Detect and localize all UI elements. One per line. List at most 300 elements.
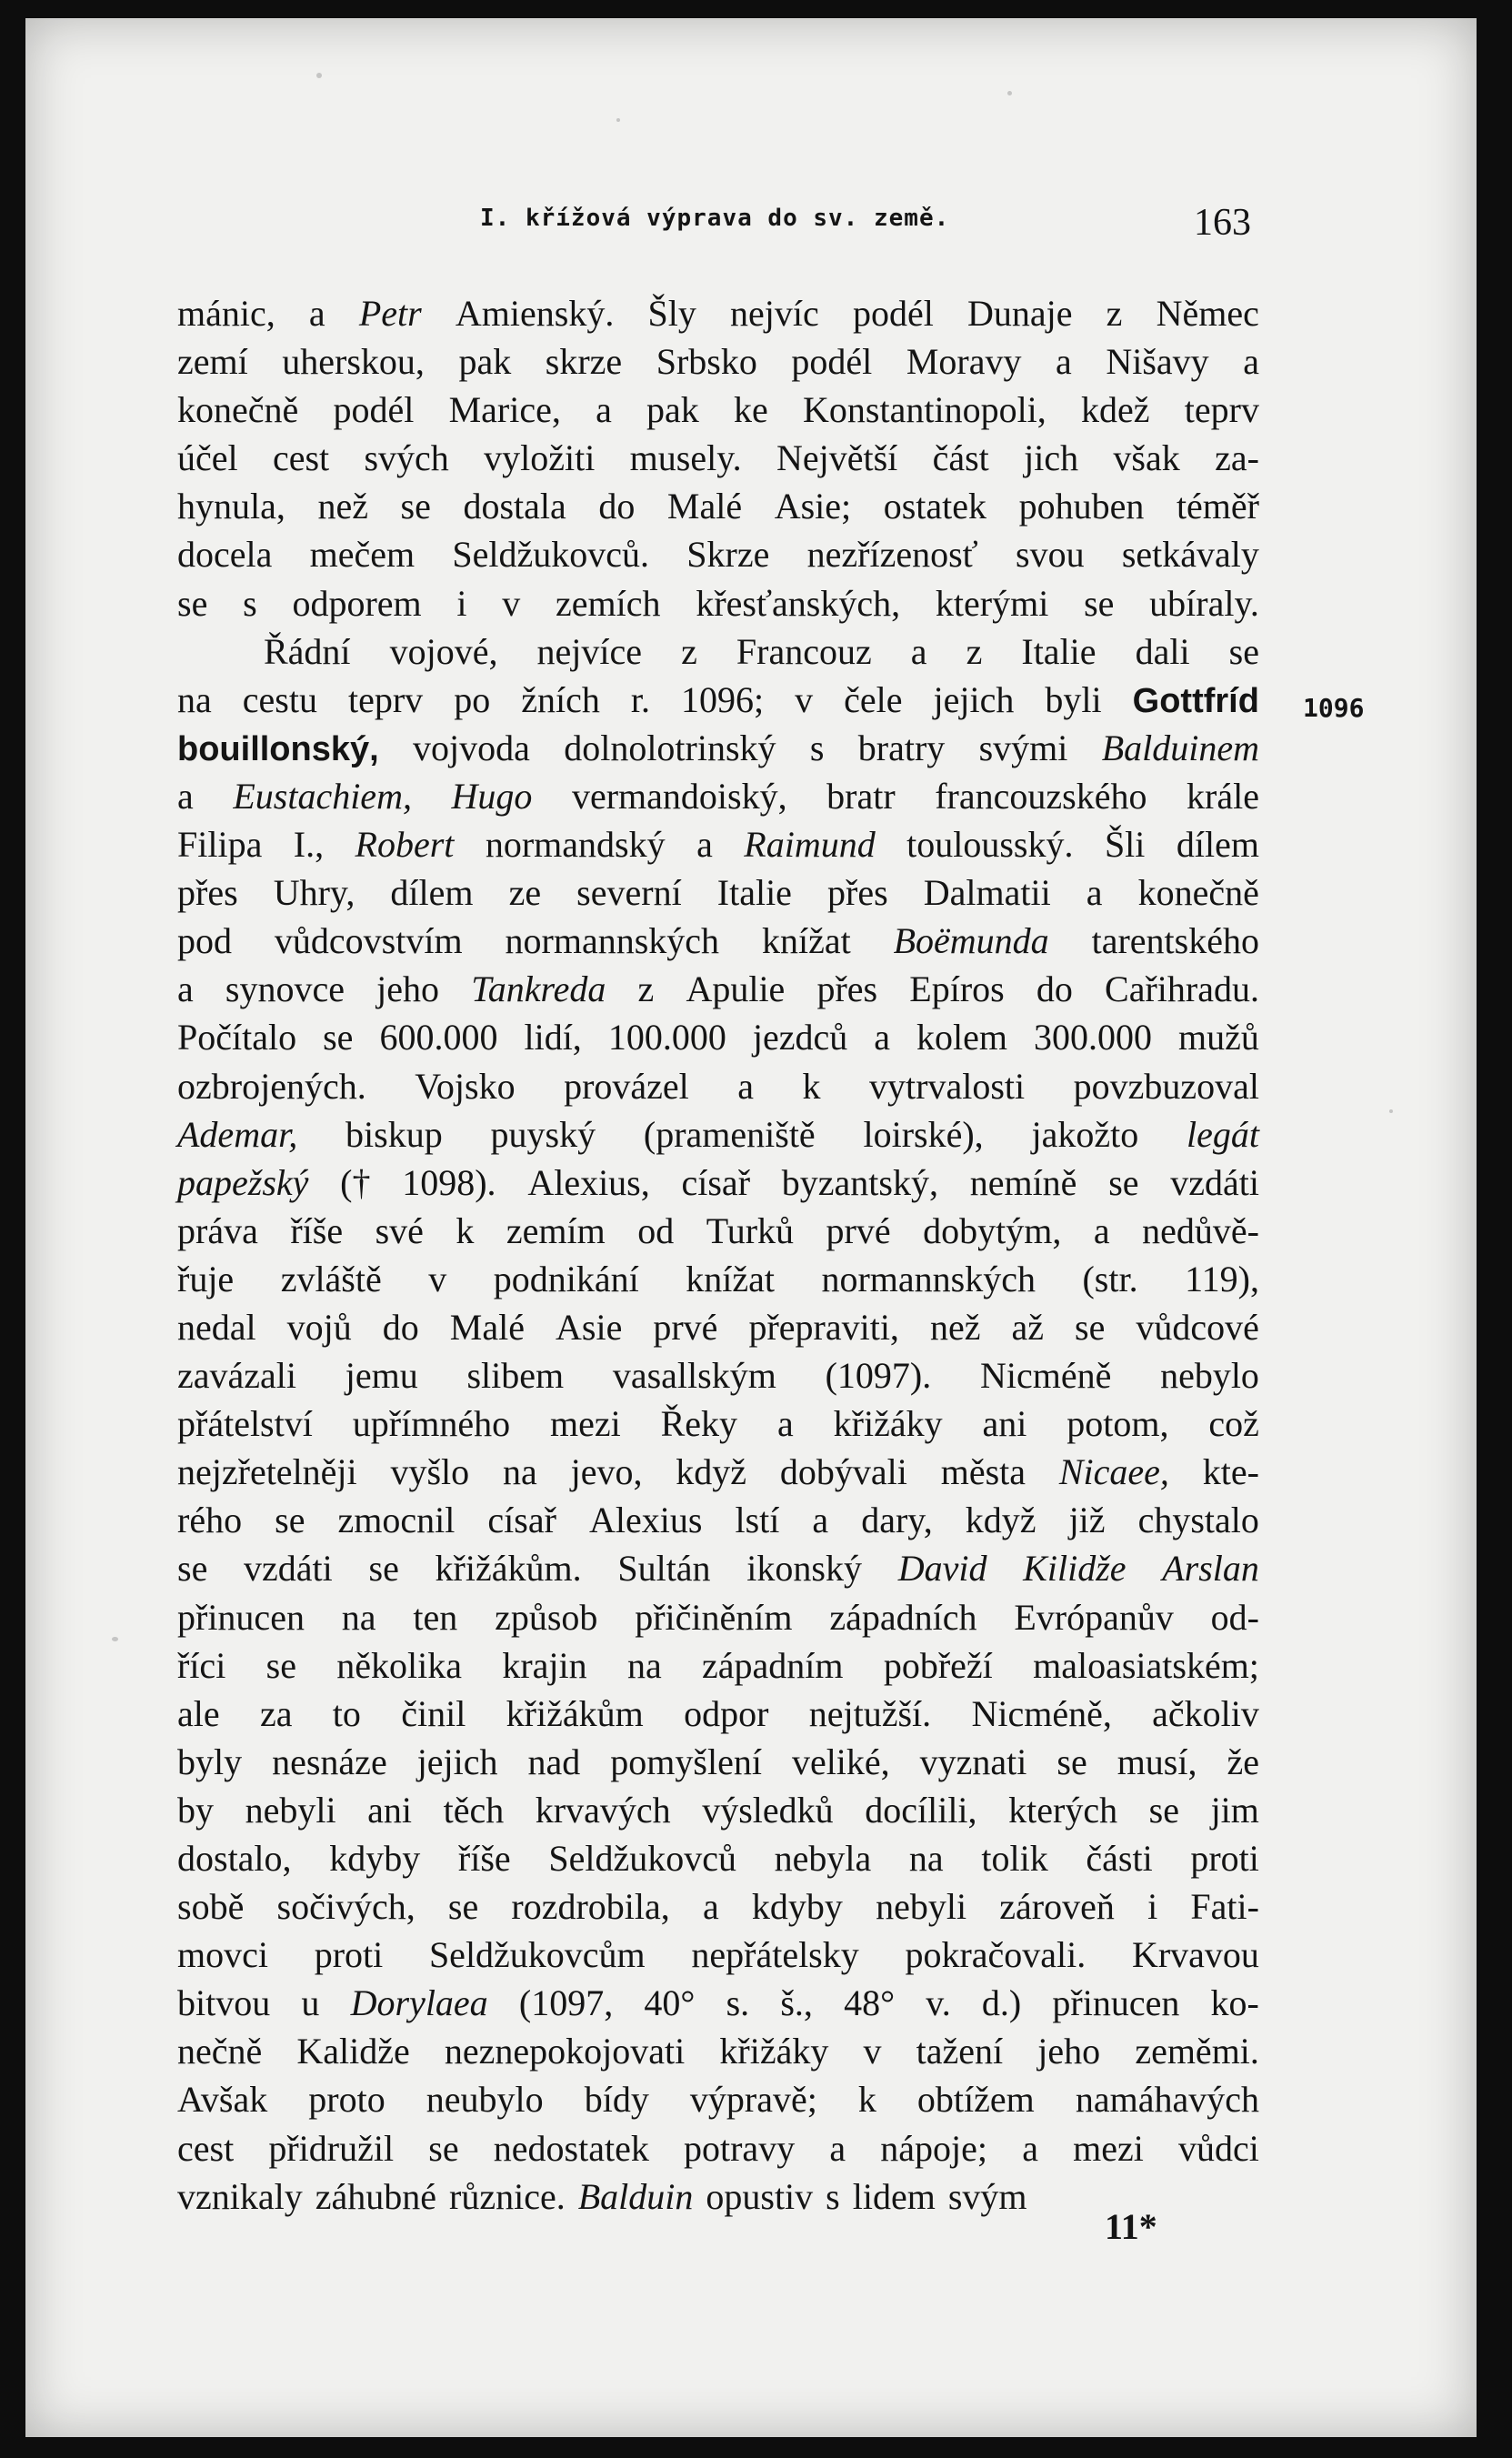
word-part: z [637, 968, 655, 1010]
word-part: dali [1135, 630, 1190, 672]
word-part: Nišavy [1106, 341, 1209, 383]
word [491, 1110, 596, 1159]
word [369, 1544, 399, 1592]
text-line [177, 2172, 1259, 2221]
word-part: dolnolotrinský [564, 727, 776, 768]
word-part: movci [177, 1934, 268, 1976]
word [719, 2027, 828, 2075]
word-part: Raimund [744, 824, 876, 866]
word-part: mezi [1073, 2127, 1144, 2169]
word-part: Skrze [686, 534, 770, 576]
word-part: a [596, 389, 612, 431]
word [735, 1496, 779, 1544]
word-part: setkávaly [1121, 534, 1259, 576]
word-part: záhubné [315, 2175, 436, 2217]
word [1157, 289, 1259, 337]
word [920, 1738, 1027, 1786]
word-part: přes [177, 872, 238, 914]
word [905, 1931, 1086, 1979]
word [177, 1786, 214, 1834]
word [333, 1690, 361, 1738]
word-part: a [812, 1500, 829, 1541]
word-part: se [265, 1644, 296, 1686]
word [1152, 1690, 1259, 1738]
word-part: nemíně [969, 1161, 1077, 1203]
word-part: vojů [286, 1306, 352, 1348]
word [906, 337, 1022, 386]
word-part: (1097, [518, 1982, 614, 2024]
word-part: dostala [463, 486, 566, 527]
page-number: 163 [1194, 202, 1251, 244]
word-part: v [863, 2031, 882, 2072]
word-part: v. [926, 1982, 951, 2024]
word [923, 1207, 1061, 1255]
word-part: přepraviti, [748, 1306, 899, 1348]
word [1136, 627, 1190, 676]
word [613, 1351, 776, 1400]
word-part: na [503, 1451, 537, 1493]
word [1016, 530, 1085, 578]
word [780, 1448, 907, 1496]
word [450, 1303, 525, 1351]
word-part: různice. [449, 2175, 566, 2217]
word-part: zemí [177, 341, 248, 383]
word-part: císař [487, 1500, 556, 1541]
text-line [177, 724, 1259, 772]
word-part: jeho [376, 968, 440, 1010]
word-part: na [908, 1838, 944, 1879]
word-part: téměř [1176, 486, 1259, 527]
word-part: Robert [355, 824, 455, 866]
paper-speck [112, 1637, 118, 1641]
word-part: Šly [647, 293, 696, 334]
word-part: Francouz [736, 630, 872, 672]
word [816, 965, 877, 1013]
word [225, 965, 345, 1013]
text-line [177, 1690, 1259, 1738]
word-part: po [454, 678, 491, 720]
word-part: císař [681, 1161, 751, 1203]
word-part: Seldžukovců. [452, 534, 650, 576]
word [1132, 1931, 1259, 1979]
word [1045, 676, 1101, 724]
word [1036, 965, 1073, 1013]
word [876, 1882, 966, 1931]
word-part: 1098). [402, 1161, 496, 1203]
word [971, 1690, 1111, 1738]
word [177, 1448, 357, 1496]
word-part: Alexius, [527, 1161, 650, 1203]
word-part: pak [646, 389, 699, 431]
word-part: křižáky [833, 1403, 943, 1445]
word-part: Cařihradu. [1105, 968, 1259, 1010]
word [390, 627, 498, 676]
word-part: (1097). [825, 1355, 932, 1397]
word [696, 820, 713, 868]
word [375, 1207, 424, 1255]
word-part: byzantský, [781, 1161, 938, 1203]
word-part: jejich [933, 678, 1015, 720]
word-part: Dunaje [966, 293, 1073, 334]
paper-speck [1389, 1109, 1393, 1113]
word [966, 627, 983, 676]
word-part: ze [508, 872, 542, 914]
word [829, 2124, 846, 2172]
word-part: Turků [706, 1209, 795, 1251]
word [317, 482, 368, 530]
word-part: již [1068, 1500, 1106, 1541]
word [644, 1979, 695, 2027]
word-part: se [428, 2127, 459, 2169]
word [596, 386, 612, 434]
word [458, 1834, 511, 1882]
word [1211, 1979, 1259, 2027]
word [177, 1593, 305, 1641]
word [706, 2172, 813, 2221]
word-part: Seldžukovců [548, 1838, 736, 1879]
word-part: Krvavou [1131, 1934, 1259, 1976]
word [1069, 1496, 1106, 1544]
word [244, 1544, 333, 1592]
word-part: účel [177, 437, 238, 479]
word [290, 1207, 343, 1255]
word-part: to [332, 1692, 361, 1734]
word-part: Evrópanův [1014, 1596, 1174, 1638]
word-part: tažení [916, 2031, 1004, 2072]
word [1177, 482, 1259, 530]
word [1086, 1834, 1152, 1882]
word [177, 1255, 234, 1303]
word [417, 1738, 498, 1786]
word-part: († [340, 1161, 371, 1203]
word-part: k [802, 1065, 821, 1107]
word-part: a [696, 824, 713, 866]
word-part: (prameniště [643, 1113, 816, 1155]
word [445, 2027, 685, 2075]
word [348, 676, 423, 724]
word [177, 1834, 292, 1882]
word [894, 917, 1049, 965]
word-part: přátelství [177, 1403, 313, 1445]
word [967, 289, 1073, 337]
word-part: tarentského [1091, 920, 1259, 962]
word [401, 1690, 466, 1738]
word [296, 2027, 409, 2075]
word [333, 386, 414, 434]
word [638, 965, 655, 1013]
word-part: d.) [981, 1982, 1022, 2024]
word [243, 579, 257, 627]
word-part: vzdáti [244, 1548, 333, 1590]
word-part: David [897, 1548, 987, 1590]
word [1142, 1207, 1259, 1255]
word-part: ačkoliv [1152, 1692, 1259, 1734]
word-part: docílili, [865, 1789, 977, 1831]
word [884, 482, 986, 530]
word [1203, 1448, 1259, 1496]
word-part: upřímného [352, 1403, 511, 1445]
word [1147, 1882, 1157, 1931]
word-part: Řádní [264, 630, 351, 672]
word [177, 386, 298, 434]
word-part: u [301, 1982, 320, 2024]
word [177, 434, 238, 482]
word [827, 868, 888, 917]
text-line [177, 289, 1259, 337]
word-part: dostalo, [177, 1838, 292, 1879]
word-part: Malé [666, 486, 743, 527]
word [1117, 1738, 1197, 1786]
word-part: Petr [358, 293, 422, 334]
word-part: z [966, 630, 983, 672]
text-line [177, 1593, 1259, 1641]
word [1008, 1786, 1117, 1834]
word-part: když [965, 1500, 1036, 1541]
word [537, 627, 643, 676]
word [282, 337, 425, 386]
word [684, 1690, 768, 1738]
word [572, 772, 787, 820]
word [1105, 965, 1259, 1013]
word-part: se [400, 486, 431, 527]
word [909, 1834, 944, 1882]
word-part: provázel [564, 1065, 689, 1107]
word [1074, 1062, 1259, 1110]
word-part: na [626, 1644, 662, 1686]
word-part: že [1227, 1741, 1259, 1782]
word-part: jim [1210, 1789, 1259, 1831]
word [1133, 676, 1259, 726]
text-line [177, 1400, 1259, 1448]
word-part: Malé [449, 1306, 525, 1348]
word-part: západním [702, 1644, 844, 1686]
word-part: bitvou [177, 1982, 271, 2024]
word-part: nebyli [245, 1789, 336, 1831]
word-part: části [1086, 1838, 1153, 1879]
word-part: města [940, 1451, 1026, 1493]
word-part: cest [177, 2127, 235, 2169]
word-part: vůdcové [1136, 1306, 1259, 1348]
word-part: vermandoiský, [571, 775, 787, 817]
word [676, 1448, 746, 1496]
word-part: lstí [735, 1500, 780, 1541]
word [506, 1207, 606, 1255]
word [310, 530, 416, 578]
word-part: přinucen [177, 1596, 305, 1638]
text-line [177, 1544, 1259, 1592]
word [383, 1303, 419, 1351]
word-part: r. [630, 678, 650, 720]
word-part: vyšlo [390, 1451, 470, 1493]
body-text [177, 289, 1259, 2221]
word-part: Dorylaea [350, 1982, 488, 2024]
word [916, 2027, 1004, 2075]
word [589, 1496, 702, 1544]
word [1034, 1013, 1152, 1061]
word [1052, 1979, 1179, 2027]
word [1023, 1544, 1126, 1592]
word-part: lidí, [524, 1017, 582, 1058]
word-part: se [1084, 582, 1115, 624]
word-part: prvé [826, 1209, 891, 1251]
word-part: přes [827, 872, 888, 914]
word-part: říci [177, 1644, 226, 1686]
word [177, 289, 275, 337]
word-part: s [809, 727, 825, 768]
word [272, 1738, 387, 1786]
word-part: mečem [309, 534, 416, 576]
word [1059, 1448, 1169, 1496]
word-part: nedal [177, 1306, 256, 1348]
word [487, 1496, 556, 1544]
word-part: pod [177, 920, 232, 962]
word [926, 1979, 950, 2027]
word-part: jevo, [570, 1451, 643, 1493]
word-part: cest [272, 437, 330, 479]
word-part: musely. [629, 437, 742, 479]
word-part: podél [852, 293, 934, 334]
word [1081, 386, 1150, 434]
word-part: nejvíce [536, 630, 643, 672]
word [936, 579, 1048, 627]
word-part: žních [521, 678, 600, 720]
word-part: západních [829, 1596, 977, 1638]
word [1187, 1110, 1259, 1159]
word-part: kdyby [329, 1838, 421, 1879]
text-line [177, 1496, 1259, 1544]
word-part: na [341, 1596, 376, 1638]
word-part: přes [816, 968, 878, 1010]
word [503, 1448, 537, 1496]
word-part: říše [457, 1838, 511, 1879]
word-part: krajin [502, 1644, 587, 1686]
word [909, 965, 1004, 1013]
word [810, 724, 825, 772]
word [884, 1641, 993, 1690]
word-part: rého [177, 1500, 243, 1541]
word-part: normannských [505, 920, 720, 962]
word-part: Němec [1156, 293, 1259, 334]
word [1094, 1207, 1110, 1255]
word [853, 289, 934, 337]
word-part: Šli [1104, 824, 1146, 866]
word [564, 1062, 689, 1110]
word [494, 2124, 649, 2172]
word [1227, 1738, 1259, 1786]
word-part: chystalo [1137, 1500, 1259, 1541]
word-part: zavázali [177, 1355, 296, 1397]
word-part: jeho [1037, 2031, 1101, 2072]
word [681, 676, 764, 724]
word-part: sočivých, [276, 1886, 416, 1928]
word-part: Sultán [617, 1548, 711, 1590]
word [746, 1544, 862, 1592]
word-part: potom, [1066, 1403, 1169, 1445]
word-part: pobřeží [883, 1644, 993, 1686]
word [880, 2124, 987, 2172]
word [275, 917, 463, 965]
word [780, 1979, 813, 2027]
word-part: z [681, 630, 697, 672]
word-part: i [456, 582, 467, 624]
word-part: vznikaly [177, 2175, 303, 2217]
word-part: nedůvě- [1142, 1209, 1259, 1251]
word [775, 482, 851, 530]
word [630, 434, 742, 482]
word [1108, 1159, 1138, 1207]
word-part: i [1147, 1886, 1158, 1928]
word [826, 1207, 891, 1255]
word [556, 1303, 622, 1351]
word [941, 1448, 1026, 1496]
word [1178, 1013, 1259, 1061]
word [812, 1496, 828, 1544]
word [1170, 1159, 1259, 1207]
word [177, 1013, 296, 1061]
word [898, 1544, 987, 1592]
word-part: zvláště [280, 1258, 382, 1299]
word-part: jezdců [752, 1017, 848, 1058]
word [717, 868, 792, 917]
word-part: Kilidže [1023, 1548, 1126, 1590]
word-part: a [1086, 872, 1103, 914]
word [617, 1544, 710, 1592]
word-part: se [368, 1548, 399, 1590]
word [264, 627, 351, 676]
word-part: kte- [1202, 1451, 1259, 1493]
word-part: za [259, 1692, 293, 1734]
word [436, 1544, 582, 1592]
word-part: přičiněním [635, 1596, 793, 1638]
word-part: nesnáze [272, 1741, 387, 1782]
word [1011, 1303, 1044, 1351]
word [177, 2075, 267, 2123]
word [775, 1834, 872, 1882]
word [456, 579, 466, 627]
word-part: severní [576, 872, 682, 914]
word-part: a [737, 1065, 755, 1107]
word [1136, 1303, 1259, 1351]
word [1056, 1738, 1086, 1786]
word [177, 1400, 313, 1448]
word [401, 482, 431, 530]
word [338, 1496, 456, 1544]
paper-speck [1007, 91, 1012, 95]
word [730, 289, 819, 337]
word-part: š., [780, 1982, 813, 2024]
word-part: a [177, 968, 194, 1010]
word-part: docela [177, 534, 273, 576]
running-head: I. křížová výprava do sv. země. [480, 205, 950, 232]
word-part: bouillonský, [177, 729, 379, 768]
word-part: se [1108, 1161, 1139, 1203]
word-part: než [929, 1306, 981, 1348]
word-part: s [243, 582, 257, 624]
word [177, 2124, 234, 2172]
word-part: Epíros [909, 968, 1005, 1010]
word [277, 1882, 416, 1931]
word [413, 1593, 457, 1641]
word [598, 482, 635, 530]
word [736, 627, 872, 676]
word-part: Dalmatii [923, 872, 1051, 914]
word-part: lidem [852, 2175, 936, 2217]
word [1149, 1786, 1179, 1834]
word [1106, 337, 1208, 386]
word-part: svou [1016, 534, 1085, 576]
word-part: obtížem [916, 2079, 1035, 2121]
word-part: a [1022, 2127, 1038, 2169]
